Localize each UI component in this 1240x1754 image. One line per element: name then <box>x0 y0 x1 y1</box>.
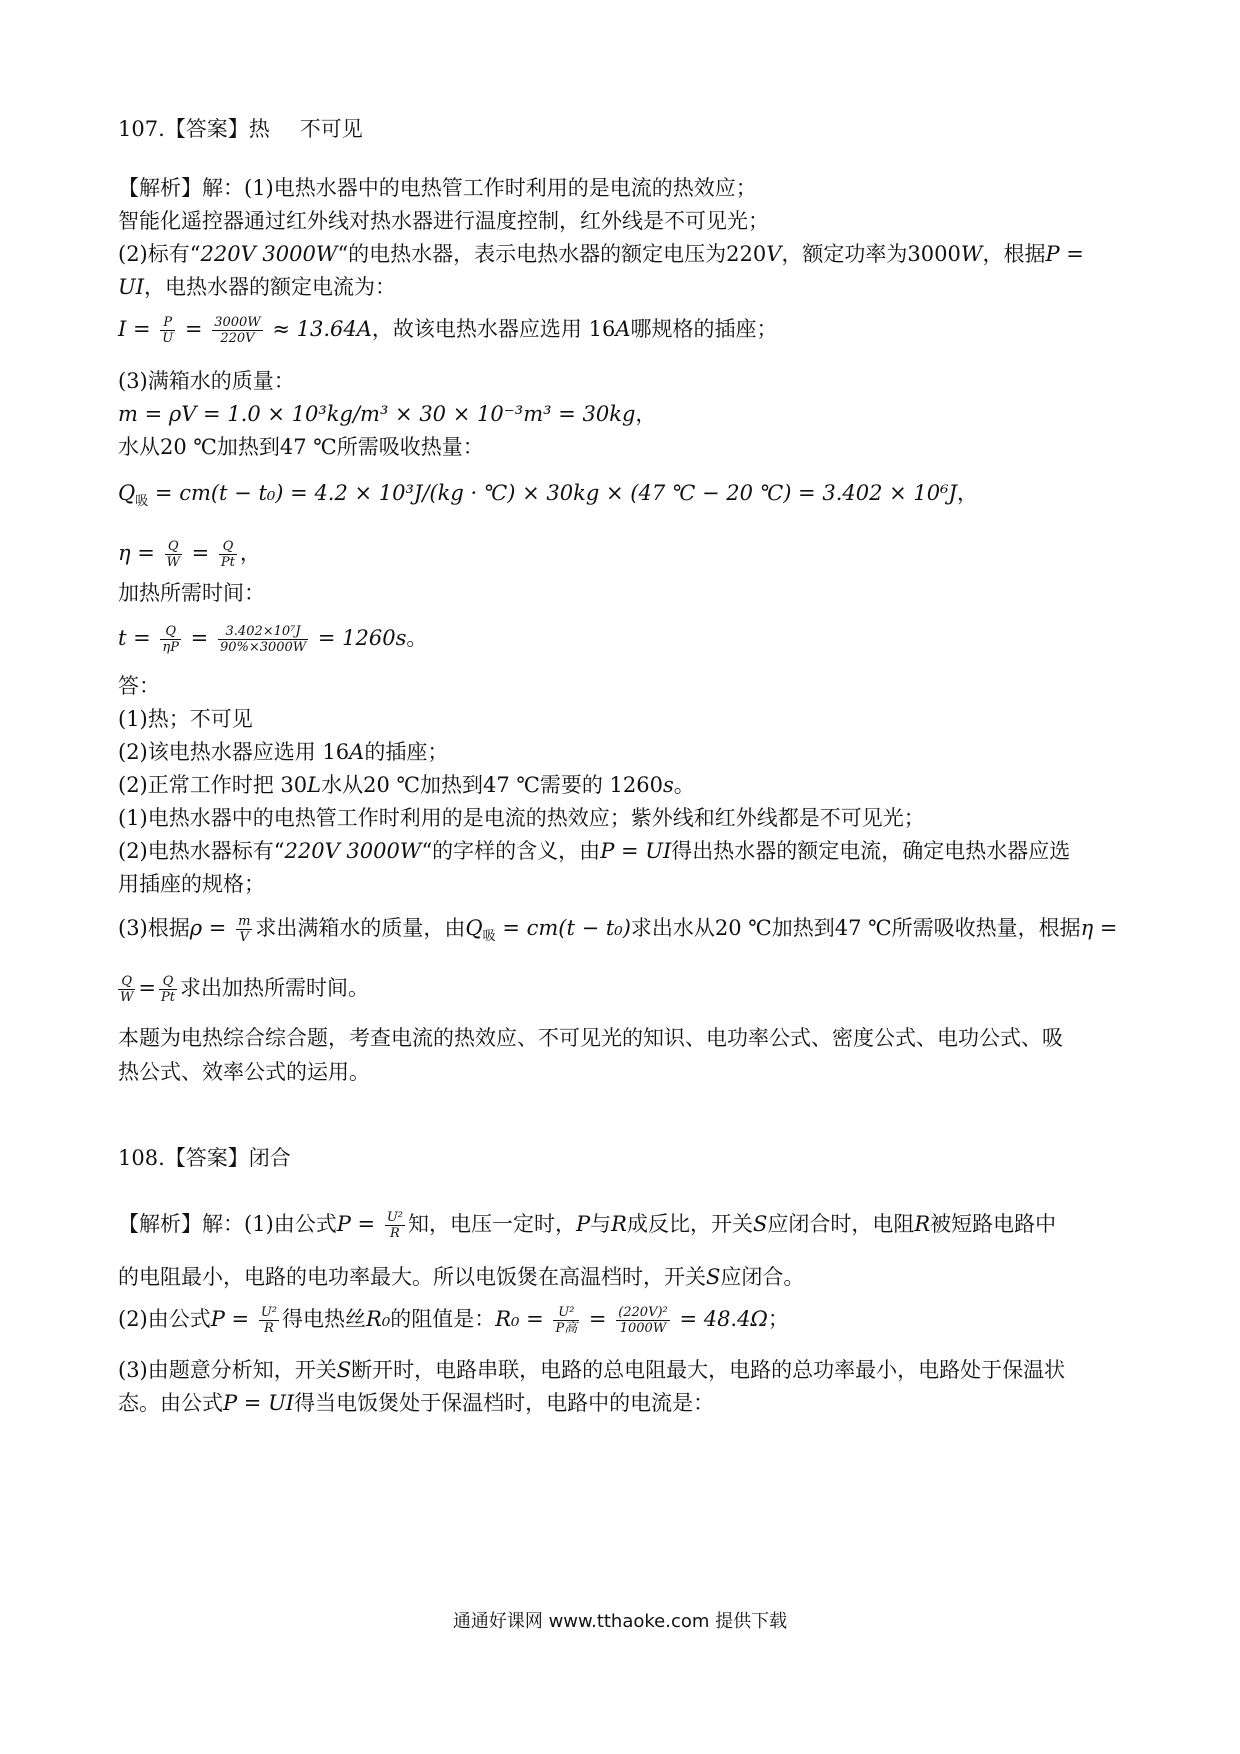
math: UI <box>118 275 144 299</box>
text: 得当电饭煲处于保温档时，电路中的电流是： <box>294 1391 715 1415</box>
denominator: ηP <box>162 640 179 655</box>
math: P = <box>1045 242 1084 266</box>
math: V <box>766 242 782 266</box>
q107-line-11: 加热所需时间： <box>118 581 265 605</box>
q107-line-22: 本题为电热综合综合题，考查电流的热效应、不可见光的知识、电功率公式、密度公式、电功公式、吸 <box>118 1026 1063 1050</box>
text: 断开时，电路串联，电路的总电阻最大，电路的总功率最小，电路处于保温状 <box>351 1358 1066 1382</box>
q107-line-23: 热公式、效率公式的运用。 <box>118 1060 370 1084</box>
q107-line-03 <box>118 239 1128 269</box>
q107-answer-1: 107.【答案】热 <box>118 117 270 141</box>
text: 。 <box>673 773 695 797</box>
numerator: 3000W <box>214 315 261 330</box>
text: 应闭合。 <box>720 1265 805 1289</box>
text: 成反比，开关 <box>626 1212 753 1236</box>
fraction <box>160 315 175 346</box>
math: P = <box>210 1307 250 1331</box>
numerator: (220V)² <box>618 1305 668 1320</box>
numerator: 3.402×10⁷J <box>218 624 308 640</box>
math: R <box>914 1212 931 1236</box>
text: (2)该电热水器应选用 16 <box>118 740 350 764</box>
text: (2)正常工作时把 30 <box>118 773 308 797</box>
q107-line-17: (1)电热水器中的电热管工作时利用的是电流的热效应；紫外线和红外线都是不可见光； <box>118 806 925 830</box>
q107-line-12: t = $\frac{Q}{\eta P}$ = $\frac{\text{3.402×10⁷J}}{90\%\times 3000W}$ = 1260s。 <box>118 624 428 655</box>
math: R₀ <box>366 1307 391 1331</box>
math: A <box>615 317 631 341</box>
math: s <box>663 773 674 797</box>
q107-line-02: 智能化遥控器通过红外线对热水器进行温度控制，红外线是不可见光； <box>118 209 769 233</box>
math: R <box>611 1212 627 1236</box>
math: t = <box>118 626 151 650</box>
math: S <box>752 1212 768 1236</box>
text: 求出满箱水的质量，由 <box>255 916 466 940</box>
q108-line-03 <box>118 1304 1128 1336</box>
math: W <box>960 242 983 266</box>
fraction <box>259 1305 279 1336</box>
q107-line-06: (3)满箱水的质量： <box>118 369 295 393</box>
numerator: P <box>160 315 175 331</box>
text: “的电热水器，表示电热水器的额定电压为220 <box>337 242 767 266</box>
q108-line-01 <box>118 1209 1128 1241</box>
q107-line-16 <box>118 770 1128 800</box>
denominator: 1000W <box>619 1321 667 1336</box>
numerator: Q <box>159 974 177 990</box>
text: 应闭合时，电阻 <box>767 1212 915 1236</box>
math: m = ρV = 1.0 × 10³kg/m³ × 30 × 10⁻³m³ = 30kg <box>118 402 636 426</box>
subscript: 吸 <box>135 494 149 510</box>
numerator: Q <box>219 539 237 555</box>
q107-line-21 <box>118 973 1128 1005</box>
denominator: 220V <box>220 331 255 346</box>
q107-line-09 <box>118 478 1128 508</box>
math: = <box>588 1307 607 1331</box>
text: (3)根据 <box>118 916 190 940</box>
text: “的字样的含义，由 <box>421 839 601 863</box>
denominator: R <box>390 1226 400 1241</box>
fraction <box>165 539 182 570</box>
fraction <box>236 914 252 945</box>
q107-line-15 <box>118 737 1128 767</box>
math: = <box>184 317 203 341</box>
q107-line-14: (1)热；不可见 <box>118 707 253 731</box>
q107-line-08: 水从20 ℃加热到47 ℃所需吸收热量： <box>118 435 484 459</box>
denominator: V <box>239 930 249 945</box>
denominator: W <box>120 990 134 1005</box>
text: (3)由题意分析知，开关 <box>118 1358 337 1382</box>
text: ； <box>767 1307 789 1331</box>
text: 得电热丝 <box>282 1307 367 1331</box>
text: (2)标有“ <box>118 242 201 266</box>
numerator: U² <box>260 1305 278 1320</box>
text: ，电热水器的额定电流为： <box>144 275 396 299</box>
numerator: Q <box>118 974 135 990</box>
math: = 48.4Ω <box>679 1307 768 1331</box>
math: L <box>307 773 322 797</box>
fraction <box>160 624 181 655</box>
text: (2)电热水器标有“ <box>118 839 285 863</box>
q108-line-05 <box>118 1388 1128 1418</box>
page-footer: 通通好课网 www.tthaoke.com 提供下载 <box>452 1611 788 1632</box>
math: P = UI <box>223 1391 295 1415</box>
math: ≈ 13.64A <box>272 317 372 341</box>
text: ，根据 <box>982 242 1046 266</box>
numerator: m <box>238 914 251 929</box>
math: = <box>138 976 156 1000</box>
q108-line-04 <box>118 1355 1128 1385</box>
text: ，额定功率为3000 <box>781 242 961 266</box>
denominator: W <box>166 555 180 570</box>
numerator: Q <box>160 624 181 640</box>
math: = cm(t − t₀) <box>502 916 631 940</box>
q107-answer <box>118 114 1128 144</box>
math: η = <box>118 541 155 565</box>
text: 的阻值是： <box>390 1307 496 1331</box>
text: 被短路电路中 <box>930 1212 1057 1236</box>
math: 220V 3000W <box>200 242 338 266</box>
math: S <box>706 1265 721 1289</box>
math: P <box>576 1212 591 1236</box>
fraction <box>616 1305 670 1336</box>
q107-line-18 <box>118 836 1128 866</box>
q107-answer-2: 不可见 <box>299 117 363 141</box>
text: ， <box>635 402 657 426</box>
text: 。 <box>406 626 428 650</box>
fraction <box>219 539 237 570</box>
text: 与 <box>590 1212 612 1236</box>
text: 求出水从20 ℃加热到47 ℃所需吸收热量，根据 <box>630 916 1081 940</box>
q107-line-04 <box>118 272 1128 302</box>
text: 【解析】解：(1)由公式 <box>118 1212 337 1236</box>
numerator: Q <box>165 539 182 555</box>
math: I = <box>118 317 151 341</box>
text: (2)由公式 <box>118 1307 211 1331</box>
fraction <box>218 624 308 655</box>
math: η = <box>1080 916 1118 940</box>
text: 态。由公式 <box>118 1391 223 1415</box>
q107-line-01: 【解析】解：(1)电热水器中的电热管工作时利用的是电流的热效应； <box>118 176 757 200</box>
denominator: R <box>264 1321 274 1336</box>
q107-line-05 <box>118 314 1128 346</box>
text: ， <box>239 541 261 565</box>
denominator: Pt <box>160 990 175 1005</box>
text: 得出热水器的额定电流，确定电热水器应选 <box>671 839 1071 863</box>
denominator: U <box>162 331 174 346</box>
text: 哪规格的插座； <box>630 317 778 341</box>
math: R₀ = <box>495 1307 544 1331</box>
math: 220V 3000W <box>284 839 422 863</box>
math: Q <box>465 916 483 940</box>
math: A <box>349 740 365 764</box>
denominator: Pt <box>220 555 235 570</box>
math: P = <box>336 1212 376 1236</box>
fraction <box>385 1210 405 1241</box>
math: = cm(t − t₀) = 4.2 × 10³J/(kg · ℃) × 30kg × (47 ℃ − 20 ℃) = 3.402 × 10⁶J <box>154 481 957 505</box>
text: 知，电压一定时， <box>408 1212 577 1236</box>
q107-line-07 <box>118 399 1128 429</box>
fraction <box>553 1305 579 1336</box>
q107-line-20 <box>118 913 1128 945</box>
q107-line-19: 用插座的规格； <box>118 872 265 896</box>
fraction <box>118 974 135 1005</box>
math: S <box>336 1358 352 1382</box>
fraction <box>159 974 177 1005</box>
text: ，故该电热水器应选用 16 <box>371 317 616 341</box>
denominator: P高 <box>555 1321 578 1336</box>
numerator: U² <box>553 1305 579 1321</box>
text: 水从20 ℃加热到47 ℃需要的 1260 <box>321 773 664 797</box>
math: Q <box>118 481 136 505</box>
q107-line-13: 答： <box>118 674 160 698</box>
text: ， <box>956 481 978 505</box>
text: 求出加热所需时间。 <box>179 976 369 1000</box>
numerator: U² <box>386 1210 404 1225</box>
text: 的插座； <box>364 740 449 764</box>
math: P = UI <box>600 839 672 863</box>
q108-line-02 <box>118 1262 1128 1292</box>
subscript: 吸 <box>482 929 496 945</box>
q108-answer: 108.【答案】闭合 <box>118 1146 291 1170</box>
denominator: 90%×3000W <box>219 640 307 655</box>
text: 的电阻最小，电路的电功率最大。所以电饭煲在高温档时，开关 <box>118 1265 706 1289</box>
math: ρ = <box>189 916 227 940</box>
q107-line-10: η = $\frac{Q}{W}$ = $\frac{Q}{Pt}$ ， <box>118 539 261 570</box>
fraction <box>212 315 262 346</box>
math: = 1260s <box>317 626 407 650</box>
